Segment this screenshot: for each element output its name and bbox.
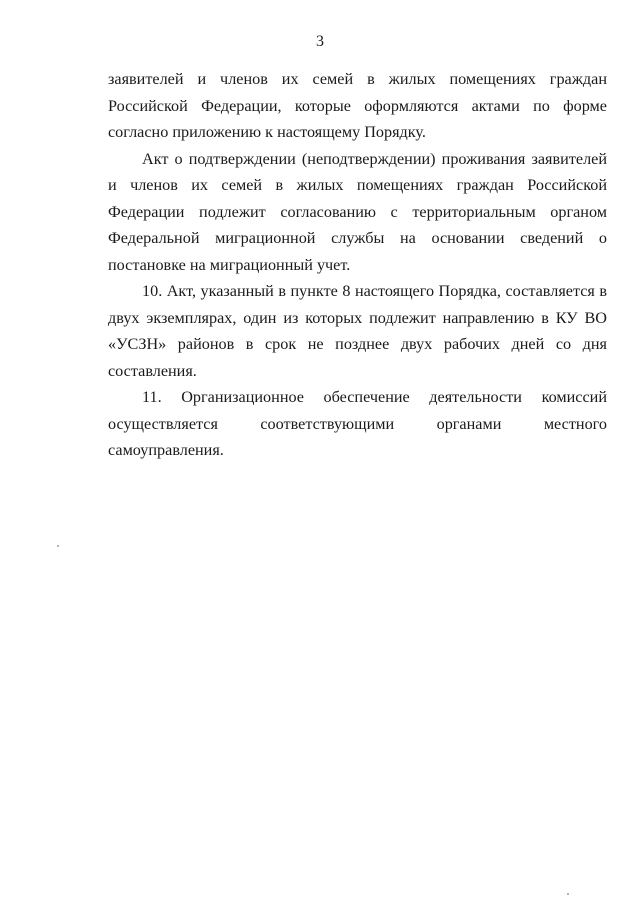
page-number: 3 [316, 33, 324, 50]
document-body [108, 66, 607, 464]
scan-speck-left [57, 545, 59, 547]
paragraph-item-11: 11. Организационное обеспечение деятельности комиссий осуществляется соответствующими органами местного самоуправления. [108, 388, 607, 459]
scan-speck-bottom-right [567, 893, 569, 895]
paragraph-continuation: заявителей и членов их семей в жилых помещениях граждан Российской Федерации, которые оформляются актами по форме согласно приложению к настоящему Порядку. [108, 70, 607, 141]
paragraph-act-approval: Акт о подтверждении (неподтверждении) проживания заявителей и членов их семей в жилых помещениях граждан Российской Федерации подлежит согласованию с территориальным органом Федеральной миграционной службы на основании сведений о постановке на миграционный учет. [108, 149, 607, 274]
paragraph-item-10: 10. Акт, указанный в пункте 8 настоящего Порядка, составляется в двух экземплярах, один из которых подлежит направлению в КУ ВО «УСЗН» районов в срок не позднее двух рабочих дней со дня составления. [108, 282, 607, 380]
